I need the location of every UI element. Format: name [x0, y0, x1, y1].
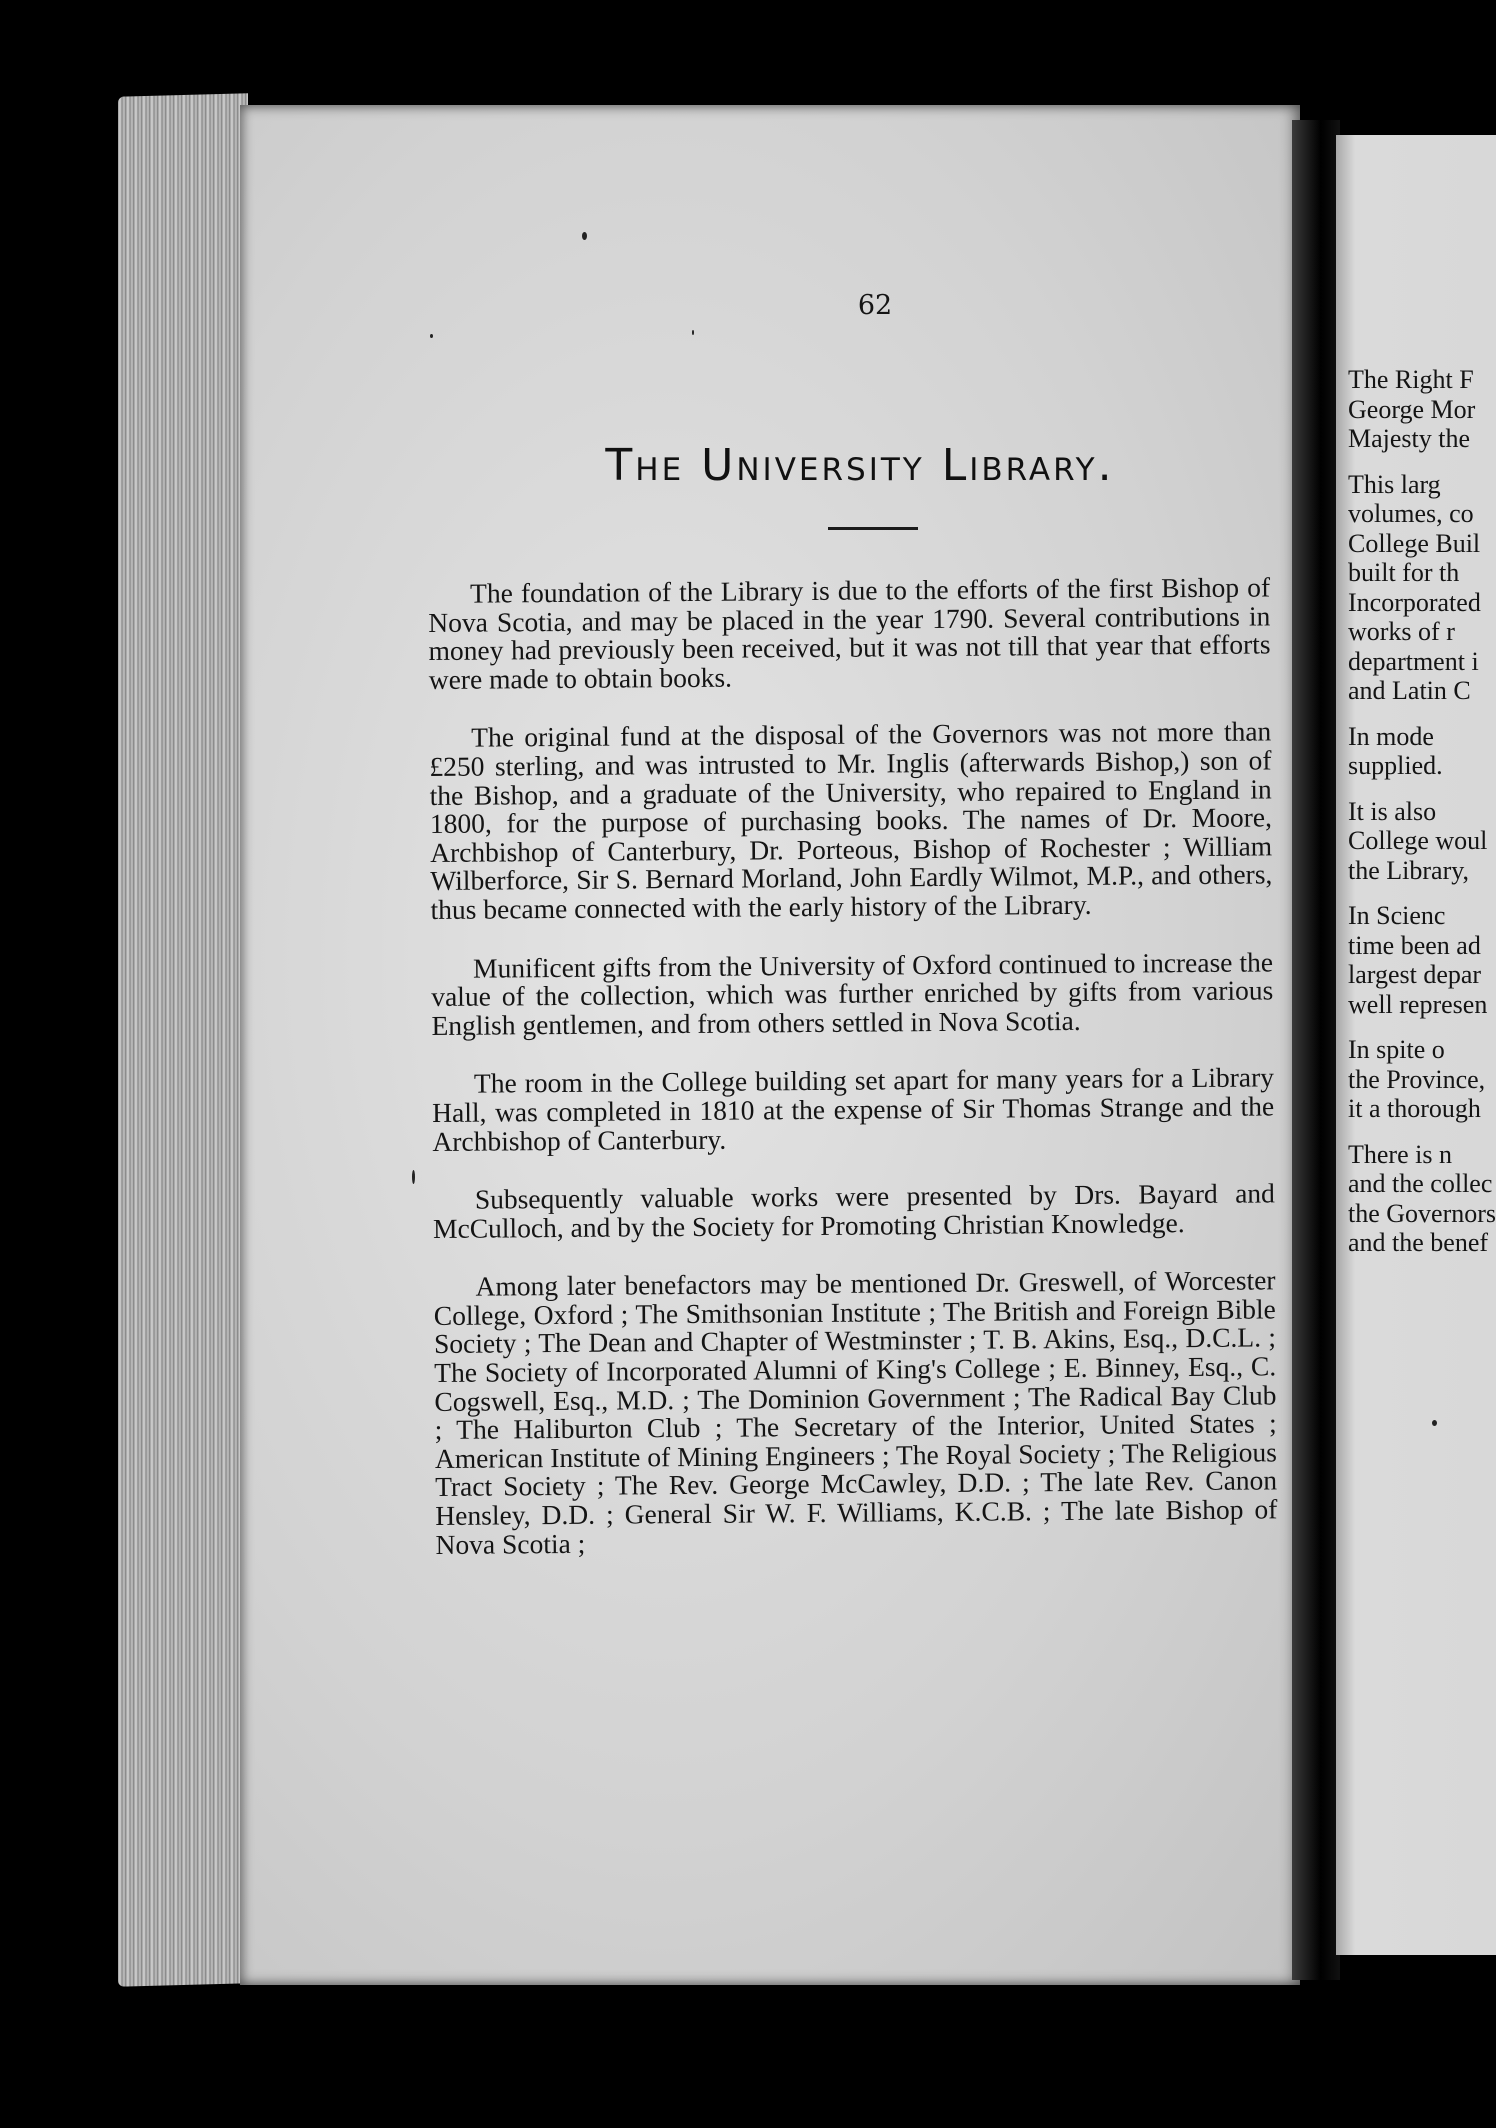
right-line: Incorporated [1348, 587, 1481, 617]
right-fragment-4 [1348, 901, 1496, 1019]
right-line: the Province, [1348, 1064, 1486, 1094]
book-gutter [1292, 120, 1340, 1980]
body-text [428, 573, 1278, 1559]
right-line: well represen [1348, 989, 1488, 1019]
right-line: and Latin C [1348, 676, 1471, 705]
paragraph: The room in the College building set apart for many years for a Library Hall, was completed in 1810 at the expense of Sir Thomas Strange and the Archbishop of Canterbury. [432, 1061, 1275, 1157]
right-line: and the benef [1348, 1228, 1489, 1257]
right-line: volumes, co [1348, 499, 1474, 528]
right-line: largest depar [1348, 960, 1482, 989]
right-line: College Buil [1348, 528, 1481, 558]
scan-speck [692, 330, 694, 335]
right-fragment-5 [1348, 1035, 1496, 1124]
right-line: It is also [1348, 796, 1437, 826]
right-fragment-3 [1348, 797, 1496, 886]
right-line: supplied. [1348, 751, 1443, 780]
title-rule [828, 527, 918, 530]
right-line: the Library, [1348, 855, 1470, 885]
scan-speck [412, 1170, 415, 1184]
right-line: The Right F [1348, 365, 1474, 394]
scan-speck [1432, 1420, 1437, 1426]
right-fragment-0 [1348, 365, 1496, 454]
page-title: The University Library. [605, 440, 1115, 491]
paragraph: Subsequently valuable works were presented by Drs. Bayard and McCulloch, and by the Society for Promoting Christian Knowledge. [432, 1177, 1275, 1244]
right-page-text [1348, 365, 1496, 1258]
right-fragment-2 [1348, 722, 1496, 781]
right-line: In spite o [1348, 1035, 1445, 1064]
right-line: department i [1348, 646, 1479, 676]
right-line: There is n [1348, 1139, 1452, 1169]
page-number: 62 [857, 290, 893, 321]
paragraph: Munificent gifts from the University of Oxford continued to increase the value of the collection, which was further enriched by gifts from various English gentlemen, and from others settled in Nova Scotia. [431, 945, 1274, 1041]
right-fragment-6 [1348, 1140, 1496, 1258]
right-line: In Scienc [1348, 901, 1446, 930]
right-line: time been ad [1348, 930, 1481, 960]
right-line: In mode [1348, 721, 1434, 751]
right-fragment-1 [1348, 470, 1496, 706]
paragraph: The original fund at the disposal of the Governors was not more than £250 sterling, and was intrusted to Mr. Inglis (afterwards Bishop,) son of the Bishop, and a graduate of the University, who repaired to England in 1800, for the purpose of purchasing books. The names of Dr. Moore, Archbishop of Canterbury, Dr. Porteous, Bishop of Rochester ; William Wilberforce, Sir S. Bernard Morland, John Eardly Wilmot, M.P., and others, thus became connected with the early history of the Library. [429, 715, 1273, 925]
right-line: the Governors [1348, 1198, 1496, 1228]
right-page [1336, 135, 1496, 1955]
right-line: This larg [1348, 469, 1441, 499]
paragraph: Among later benefactors may be mentioned Dr. Greswell, of Worcester College, Oxford ; The Smithsonian Institute ; The British and Foreign Bible Society ; The Dean and Chapter of Westminster ; T. B. Akins, Esq., D.C.L. ; The Society of Incorporated Alumni of King's College ; E. Binney, Esq., C. Cogswell, Esq., M.D. ; The Dominion Government ; The Radical Bay Club ; The Haliburton Club ; The Secretary of the Interior, United States ; American Institute of Mining Engineers ; The Royal Society ; The Religious Tract Society ; The Rev. George McCawley, D.D. ; The late Rev. Canon Hensley, D.D. ; General Sir W. F. Williams, K.C.B. ; The late Bishop of Nova Scotia ; [433, 1264, 1278, 1560]
right-line: George Mor [1348, 394, 1476, 424]
right-line: College woul [1348, 826, 1488, 855]
page-edges [118, 93, 248, 1986]
right-line: works of r [1348, 617, 1455, 646]
right-line: Majesty the [1348, 424, 1471, 453]
scan-speck [582, 232, 587, 240]
right-line: built for th [1348, 558, 1460, 587]
paragraph: The foundation of the Library is due to the efforts of the first Bishop of Nova Scotia, and may be placed in the year 1790. Several contributions in money had previously been received, but it was not till that year that efforts were made to obtain books. [428, 571, 1271, 695]
scan-speck [430, 334, 433, 338]
right-line: and the collec [1348, 1169, 1493, 1198]
right-line: it a thorough [1348, 1094, 1481, 1123]
